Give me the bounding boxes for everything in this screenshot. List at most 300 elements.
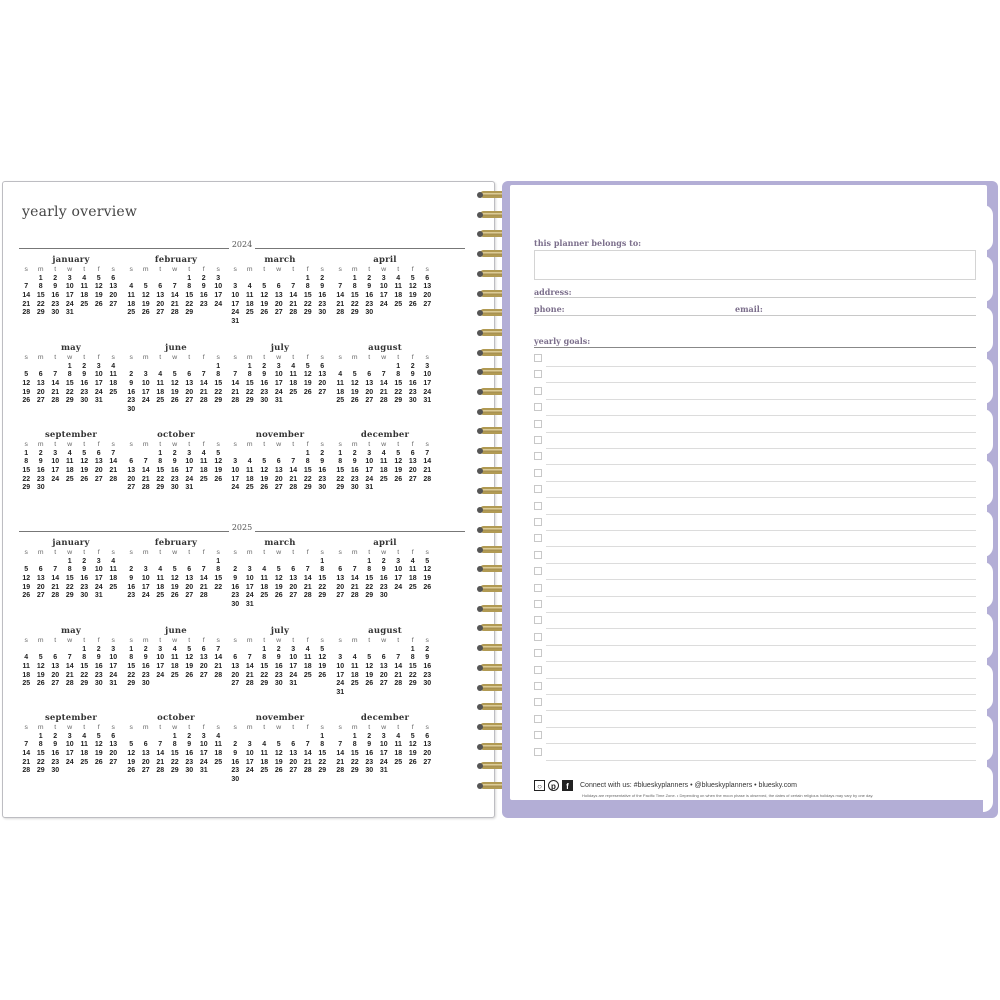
day-cell: 23 bbox=[231, 592, 240, 600]
weekday-label: s bbox=[233, 724, 237, 731]
day-cell: 11 bbox=[380, 458, 388, 466]
day-cell: 1 bbox=[247, 362, 252, 370]
day-cell: 13 bbox=[109, 741, 118, 749]
month-tab-notch[interactable] bbox=[983, 256, 993, 302]
day-cell: 10 bbox=[365, 458, 374, 466]
day-cell: 31 bbox=[65, 309, 74, 317]
month-tab-notch[interactable] bbox=[983, 358, 993, 404]
month-tab-notch[interactable] bbox=[983, 460, 993, 506]
goal-checkbox[interactable] bbox=[534, 748, 542, 756]
day-cell: 14 bbox=[109, 458, 118, 466]
day-cell: 8 bbox=[352, 741, 357, 749]
goal-row[interactable] bbox=[534, 581, 976, 597]
goal-checkbox[interactable] bbox=[534, 452, 542, 460]
day-cell: 25 bbox=[260, 592, 269, 600]
day-cell: 24 bbox=[379, 300, 388, 308]
day-cell: 16 bbox=[36, 467, 45, 475]
goal-row[interactable] bbox=[534, 515, 976, 531]
day-cell: 13 bbox=[51, 663, 60, 671]
day-cell: 28 bbox=[289, 484, 298, 492]
week-row bbox=[333, 371, 437, 380]
day-cell: 2 bbox=[276, 645, 281, 653]
weekday-label: f bbox=[202, 549, 205, 556]
week-row bbox=[19, 476, 123, 485]
day-cell: 27 bbox=[231, 680, 240, 688]
week-row bbox=[19, 380, 123, 389]
day-cell bbox=[139, 275, 154, 284]
weekday-label: f bbox=[97, 637, 100, 644]
day-cell: 21 bbox=[303, 583, 312, 591]
month-name: december bbox=[360, 430, 410, 440]
month-march-2025 bbox=[228, 537, 332, 610]
day-cell: 12 bbox=[260, 292, 269, 300]
week-row bbox=[333, 759, 437, 768]
week-row bbox=[333, 558, 437, 567]
goal-row[interactable] bbox=[534, 679, 976, 695]
day-cell: 28 bbox=[109, 475, 118, 483]
weekday-label: s bbox=[24, 441, 28, 448]
owner-name-field[interactable] bbox=[534, 250, 976, 280]
weekday-label: s bbox=[24, 637, 28, 644]
day-cell bbox=[211, 767, 226, 776]
day-cell: 18 bbox=[109, 575, 118, 583]
goal-checkbox[interactable] bbox=[534, 534, 542, 542]
day-cell: 27 bbox=[156, 309, 165, 317]
day-cell: 25 bbox=[245, 309, 254, 317]
day-cell: 26 bbox=[36, 680, 45, 688]
day-cell: 22 bbox=[214, 583, 223, 591]
day-cell: 13 bbox=[199, 654, 208, 662]
day-cell: 12 bbox=[36, 663, 45, 671]
day-cell: 26 bbox=[22, 397, 31, 405]
day-cell: 13 bbox=[365, 380, 374, 388]
day-cell bbox=[243, 646, 258, 655]
day-cell: 1 bbox=[352, 732, 357, 740]
weekday-label: s bbox=[129, 637, 133, 644]
day-cell: 24 bbox=[274, 388, 283, 396]
day-cell: 22 bbox=[22, 475, 31, 483]
day-cell: 11 bbox=[109, 566, 117, 574]
week-row bbox=[333, 672, 437, 681]
day-cell: 21 bbox=[303, 758, 312, 766]
day-cell: 20 bbox=[318, 380, 327, 388]
week-row bbox=[124, 654, 228, 663]
punch-hole bbox=[477, 488, 483, 494]
day-cell: 20 bbox=[51, 671, 60, 679]
day-cell: 27 bbox=[185, 592, 194, 600]
week-row bbox=[19, 450, 123, 459]
day-cell: 20 bbox=[141, 758, 150, 766]
goal-checkbox[interactable] bbox=[534, 387, 542, 395]
day-cell bbox=[391, 484, 406, 493]
day-cell: 2 bbox=[172, 449, 177, 457]
month-tab-notch[interactable] bbox=[983, 715, 993, 761]
day-cell: 20 bbox=[199, 663, 208, 671]
pinterest-icon[interactable]: p bbox=[548, 780, 559, 791]
week-row bbox=[333, 663, 437, 672]
goal-row[interactable] bbox=[534, 449, 976, 465]
day-cell: 6 bbox=[38, 566, 43, 574]
day-cell bbox=[168, 558, 183, 567]
day-cell bbox=[257, 558, 272, 567]
day-cell: 9 bbox=[233, 575, 238, 583]
day-cell: 11 bbox=[394, 741, 402, 749]
goal-row[interactable] bbox=[534, 499, 976, 515]
day-cell bbox=[153, 275, 168, 284]
day-cell: 28 bbox=[231, 397, 240, 405]
goal-row[interactable] bbox=[534, 712, 976, 728]
goal-checkbox[interactable] bbox=[534, 600, 542, 608]
weekday-label: t bbox=[159, 441, 162, 448]
day-cell: 12 bbox=[22, 380, 31, 388]
weekday-label: w bbox=[172, 354, 178, 361]
day-cell: 4 bbox=[82, 274, 87, 282]
day-cell: 22 bbox=[36, 300, 45, 308]
day-cell: 29 bbox=[350, 767, 359, 775]
day-cell: 5 bbox=[410, 274, 415, 282]
day-cell: 22 bbox=[303, 475, 312, 483]
day-cell: 10 bbox=[51, 458, 60, 466]
day-cell: 25 bbox=[245, 484, 254, 492]
day-cell: 1 bbox=[305, 449, 310, 457]
weekday-label: t bbox=[83, 266, 86, 273]
goal-checkbox[interactable] bbox=[534, 518, 542, 526]
month-tab-notch[interactable] bbox=[983, 307, 993, 353]
day-cell: 1 bbox=[216, 557, 221, 565]
day-cell: 3 bbox=[201, 732, 206, 740]
phone-email-line[interactable] bbox=[534, 315, 976, 316]
left-page bbox=[2, 181, 495, 818]
day-cell bbox=[139, 558, 154, 567]
day-cell: 8 bbox=[172, 741, 177, 749]
goal-row[interactable] bbox=[534, 433, 976, 449]
facebook-icon[interactable]: f bbox=[562, 780, 573, 791]
day-cell: 5 bbox=[425, 557, 430, 565]
day-cell: 4 bbox=[396, 274, 401, 282]
goal-row[interactable] bbox=[534, 597, 976, 613]
day-cell: 11 bbox=[246, 467, 254, 475]
week-row bbox=[333, 467, 437, 476]
weekday-label: t bbox=[397, 724, 400, 731]
goal-row[interactable] bbox=[534, 351, 976, 367]
week-row bbox=[228, 458, 332, 467]
day-cell: 5 bbox=[276, 566, 281, 574]
goal-row[interactable] bbox=[534, 466, 976, 482]
day-cell: 4 bbox=[262, 566, 267, 574]
day-cell: 20 bbox=[365, 388, 374, 396]
goal-checkbox[interactable] bbox=[534, 682, 542, 690]
day-cell bbox=[286, 275, 301, 284]
goal-checkbox[interactable] bbox=[534, 420, 542, 428]
day-cell: 1 bbox=[367, 557, 372, 565]
weekday-label: s bbox=[338, 266, 342, 273]
day-cell: 31 bbox=[231, 318, 240, 326]
goal-row[interactable] bbox=[534, 613, 976, 629]
week-row bbox=[19, 484, 123, 493]
day-cell: 23 bbox=[199, 300, 208, 308]
month-name: january bbox=[52, 255, 90, 265]
day-cell: 17 bbox=[231, 300, 240, 308]
day-cell: 16 bbox=[94, 663, 103, 671]
goal-checkbox[interactable] bbox=[534, 436, 542, 444]
week-row bbox=[19, 672, 123, 681]
weekday-label: t bbox=[54, 266, 57, 273]
day-cell: 15 bbox=[65, 380, 74, 388]
day-cell: 1 bbox=[38, 732, 43, 740]
goal-row[interactable] bbox=[534, 384, 976, 400]
day-cell: 27 bbox=[141, 767, 150, 775]
month-tab-notch[interactable] bbox=[983, 409, 993, 455]
day-cell: 18 bbox=[65, 467, 74, 475]
week-row bbox=[124, 750, 228, 759]
day-cell bbox=[348, 689, 363, 698]
goal-row[interactable] bbox=[534, 400, 976, 416]
day-cell: 12 bbox=[274, 750, 283, 758]
goal-checkbox[interactable] bbox=[534, 731, 542, 739]
day-cell bbox=[420, 592, 435, 601]
weekday-label: t bbox=[368, 441, 371, 448]
weekday-label: s bbox=[425, 266, 429, 273]
weekday-label: w bbox=[67, 549, 73, 556]
goal-row[interactable] bbox=[534, 646, 976, 662]
week-row bbox=[19, 646, 123, 655]
goal-row[interactable] bbox=[534, 728, 976, 744]
weekday-label: t bbox=[368, 266, 371, 273]
day-cell: 10 bbox=[394, 566, 403, 574]
day-cell: 14 bbox=[51, 575, 60, 583]
weekday-label: m bbox=[351, 549, 358, 556]
week-row bbox=[228, 476, 332, 485]
punch-hole bbox=[477, 389, 483, 395]
goal-checkbox[interactable] bbox=[534, 469, 542, 477]
weekday-label: w bbox=[381, 637, 387, 644]
day-cell bbox=[243, 776, 258, 785]
day-cell bbox=[139, 363, 154, 372]
day-cell: 26 bbox=[127, 767, 136, 775]
address-line[interactable] bbox=[534, 297, 976, 298]
week-row bbox=[19, 397, 123, 406]
day-cell: 7 bbox=[305, 566, 310, 574]
punch-hole bbox=[477, 586, 483, 592]
goal-checkbox[interactable] bbox=[534, 354, 542, 362]
month-name: october bbox=[157, 713, 195, 723]
goal-checkbox[interactable] bbox=[534, 649, 542, 657]
day-cell: 2 bbox=[367, 274, 372, 282]
week-row bbox=[228, 646, 332, 655]
goal-checkbox[interactable] bbox=[534, 584, 542, 592]
month-april-2025 bbox=[333, 537, 437, 601]
week-row bbox=[124, 301, 228, 310]
day-cell: 26 bbox=[303, 388, 312, 396]
goal-row[interactable] bbox=[534, 695, 976, 711]
goal-checkbox[interactable] bbox=[534, 370, 542, 378]
day-cell: 14 bbox=[65, 663, 74, 671]
day-cell: 27 bbox=[318, 388, 327, 396]
weekday-label: s bbox=[320, 354, 324, 361]
day-cell: 27 bbox=[36, 592, 45, 600]
goal-row[interactable] bbox=[534, 745, 976, 761]
weekday-label: m bbox=[142, 549, 149, 556]
day-cell: 6 bbox=[381, 654, 386, 662]
week-row bbox=[124, 458, 228, 467]
day-cell: 10 bbox=[336, 663, 345, 671]
weekday-label: m bbox=[142, 354, 149, 361]
day-cell bbox=[197, 484, 212, 493]
day-cell: 12 bbox=[22, 575, 31, 583]
week-row bbox=[228, 750, 332, 759]
day-cell: 30 bbox=[318, 484, 327, 492]
weekday-header bbox=[228, 354, 332, 363]
goal-row[interactable] bbox=[534, 548, 976, 564]
weekday-label: f bbox=[202, 354, 205, 361]
month-november-2025 bbox=[228, 712, 332, 785]
day-cell: 7 bbox=[158, 741, 163, 749]
instagram-icon[interactable]: ○ bbox=[534, 780, 545, 791]
day-cell bbox=[301, 776, 316, 785]
week-row bbox=[333, 458, 437, 467]
day-cell: 13 bbox=[36, 575, 45, 583]
goal-checkbox[interactable] bbox=[534, 715, 542, 723]
day-cell bbox=[228, 558, 243, 567]
day-cell: 29 bbox=[245, 397, 254, 405]
weekday-label: t bbox=[159, 724, 162, 731]
goal-checkbox[interactable] bbox=[534, 616, 542, 624]
day-cell: 29 bbox=[303, 484, 312, 492]
goal-checkbox[interactable] bbox=[534, 485, 542, 493]
day-cell: 20 bbox=[423, 292, 432, 300]
week-row bbox=[333, 397, 437, 406]
day-cell: 28 bbox=[303, 767, 312, 775]
weekday-label: m bbox=[351, 354, 358, 361]
day-cell bbox=[19, 558, 34, 567]
day-cell: 4 bbox=[172, 645, 177, 653]
week-row bbox=[228, 292, 332, 301]
weekday-label: t bbox=[83, 549, 86, 556]
goal-row[interactable] bbox=[534, 417, 976, 433]
weekday-label: t bbox=[83, 637, 86, 644]
day-cell: 29 bbox=[408, 680, 417, 688]
week-row bbox=[228, 371, 332, 380]
day-cell: 9 bbox=[82, 371, 87, 379]
day-cell: 5 bbox=[320, 645, 325, 653]
day-cell: 3 bbox=[67, 274, 72, 282]
day-cell: 2 bbox=[352, 449, 357, 457]
week-row bbox=[124, 672, 228, 681]
day-cell: 7 bbox=[53, 371, 58, 379]
month-tab-notch[interactable] bbox=[983, 664, 993, 710]
year-label bbox=[19, 523, 465, 532]
punch-hole bbox=[477, 409, 483, 415]
goal-row[interactable] bbox=[534, 564, 976, 580]
day-cell: 5 bbox=[24, 371, 29, 379]
day-cell: 6 bbox=[410, 449, 415, 457]
goal-row[interactable] bbox=[534, 663, 976, 679]
day-cell: 1 bbox=[305, 274, 310, 282]
day-cell: 22 bbox=[350, 758, 359, 766]
month-tab-notch[interactable] bbox=[983, 511, 993, 557]
weekday-label: m bbox=[37, 637, 44, 644]
day-cell bbox=[48, 363, 63, 372]
week-row bbox=[19, 458, 123, 467]
day-cell: 7 bbox=[53, 566, 58, 574]
day-cell bbox=[211, 680, 226, 689]
day-cell: 12 bbox=[350, 380, 359, 388]
weekday-label: s bbox=[216, 637, 220, 644]
weekday-header bbox=[228, 637, 332, 646]
weekday-label: m bbox=[246, 724, 253, 731]
day-cell: 3 bbox=[396, 557, 401, 565]
goal-checkbox[interactable] bbox=[534, 698, 542, 706]
goal-checkbox[interactable] bbox=[534, 666, 542, 674]
weekday-header bbox=[228, 266, 332, 275]
day-cell: 15 bbox=[350, 292, 359, 300]
weekday-label: s bbox=[216, 549, 220, 556]
weekday-label: t bbox=[159, 266, 162, 273]
day-cell: 16 bbox=[231, 758, 240, 766]
week-row bbox=[19, 767, 123, 776]
weekday-label: t bbox=[397, 266, 400, 273]
day-cell: 17 bbox=[141, 583, 150, 591]
month-tab-notch[interactable] bbox=[983, 766, 993, 812]
day-cell: 14 bbox=[22, 292, 31, 300]
day-cell bbox=[182, 406, 197, 415]
day-cell bbox=[362, 689, 377, 698]
weekday-label: f bbox=[97, 266, 100, 273]
day-cell: 2 bbox=[262, 362, 267, 370]
day-cell: 25 bbox=[80, 300, 89, 308]
week-row bbox=[19, 566, 123, 575]
day-cell: 18 bbox=[156, 583, 165, 591]
month-tab-notch[interactable] bbox=[983, 205, 993, 251]
goal-line[interactable] bbox=[546, 760, 976, 761]
week-row bbox=[333, 654, 437, 663]
day-cell: 23 bbox=[408, 388, 417, 396]
day-cell: 29 bbox=[170, 767, 179, 775]
day-cell: 9 bbox=[38, 458, 43, 466]
weekday-label: t bbox=[263, 354, 266, 361]
day-cell: 3 bbox=[96, 557, 101, 565]
day-cell bbox=[211, 406, 226, 415]
day-cell bbox=[272, 558, 287, 567]
goal-checkbox[interactable] bbox=[534, 551, 542, 559]
day-cell: 15 bbox=[318, 575, 327, 583]
week-row bbox=[19, 389, 123, 398]
weekday-label: f bbox=[411, 549, 414, 556]
month-tab-notch[interactable] bbox=[983, 613, 993, 659]
day-cell: 7 bbox=[381, 371, 386, 379]
month-tab-notch[interactable] bbox=[983, 562, 993, 608]
day-cell: 7 bbox=[247, 654, 252, 662]
goal-checkbox[interactable] bbox=[534, 567, 542, 575]
goal-row[interactable] bbox=[534, 367, 976, 383]
day-cell: 25 bbox=[109, 388, 118, 396]
day-cell: 23 bbox=[51, 300, 60, 308]
goal-checkbox[interactable] bbox=[534, 502, 542, 510]
day-cell: 1 bbox=[172, 732, 177, 740]
goal-row[interactable] bbox=[534, 531, 976, 547]
goal-row[interactable] bbox=[534, 630, 976, 646]
day-cell: 23 bbox=[274, 671, 283, 679]
day-cell: 6 bbox=[338, 566, 343, 574]
weekday-label: t bbox=[188, 549, 191, 556]
goal-checkbox[interactable] bbox=[534, 633, 542, 641]
goal-checkbox[interactable] bbox=[534, 403, 542, 411]
day-cell: 16 bbox=[127, 583, 136, 591]
day-cell: 13 bbox=[336, 575, 345, 583]
day-cell: 28 bbox=[350, 592, 359, 600]
day-cell: 18 bbox=[394, 750, 403, 758]
goal-row[interactable] bbox=[534, 482, 976, 498]
